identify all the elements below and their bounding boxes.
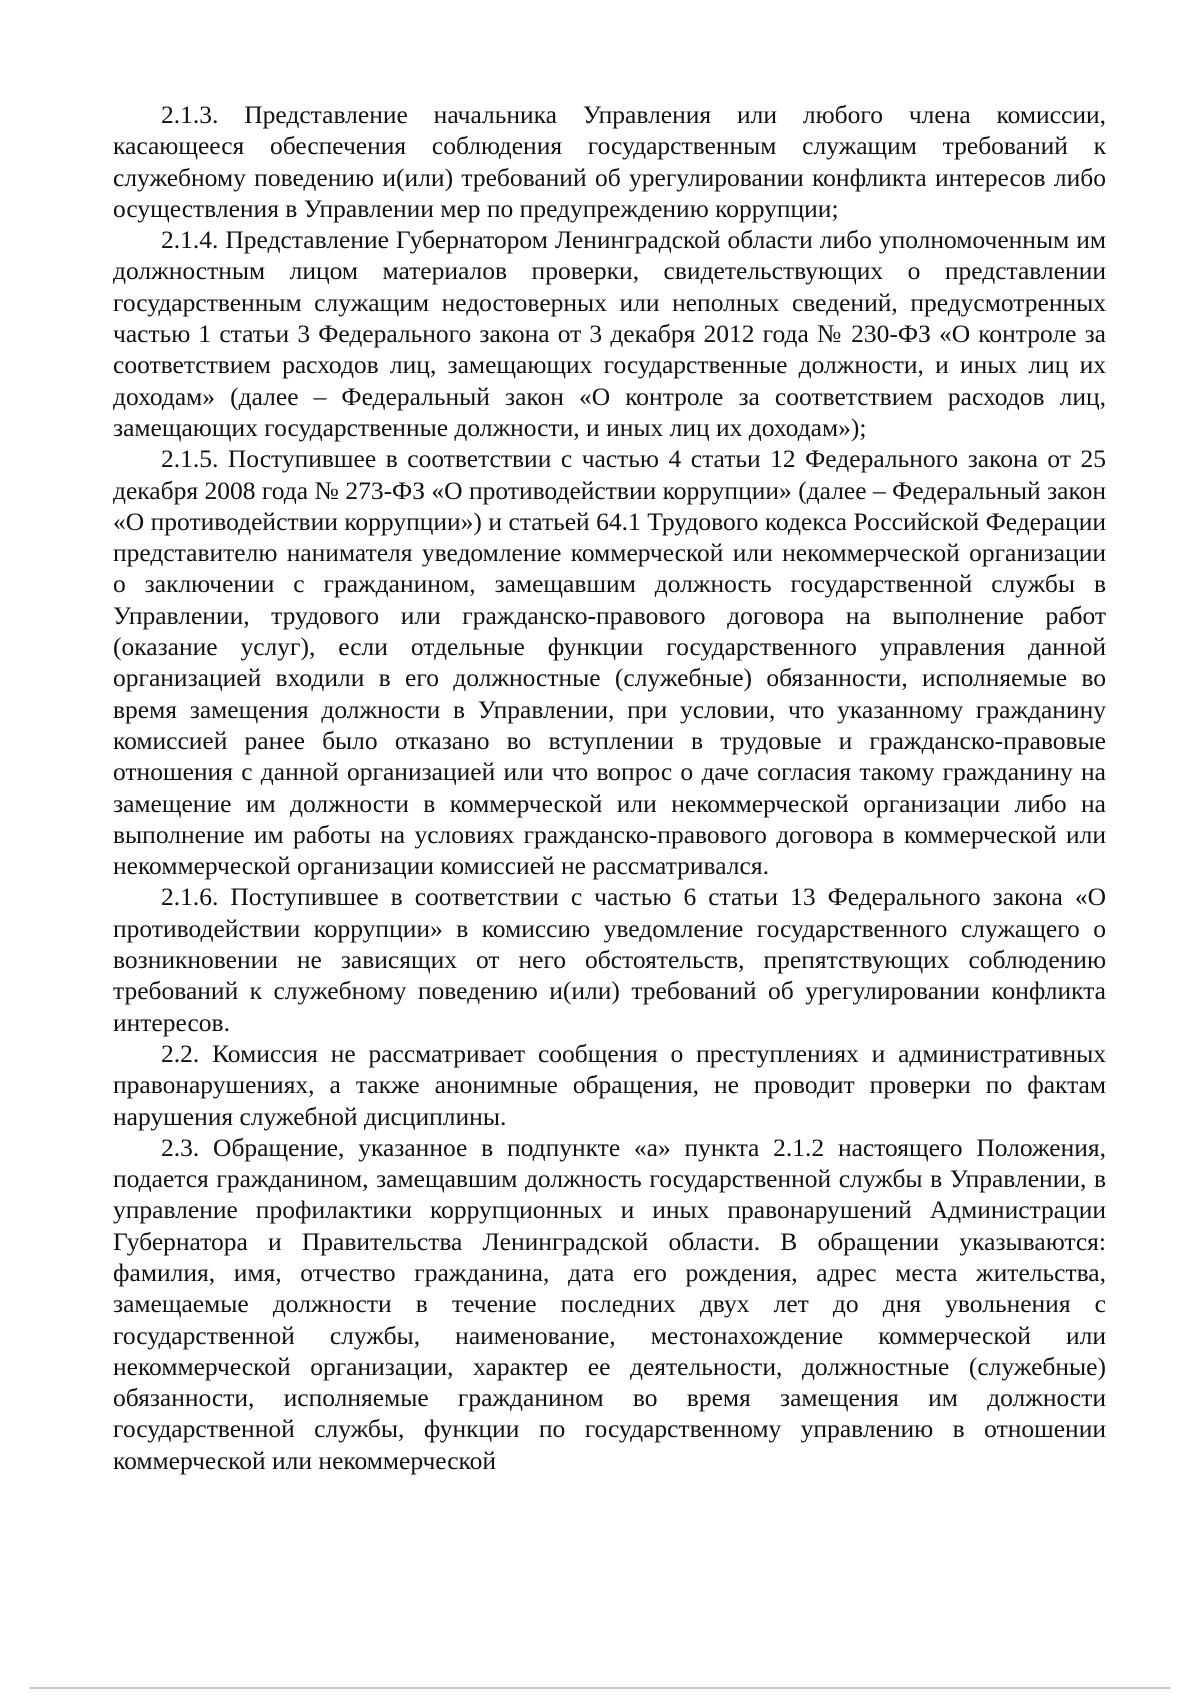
- document-body: [113, 99, 1106, 1476]
- paragraph-2-1-3: 2.1.3. Представление начальника Управления или любого члена комиссии, касающееся обеспечения соблюдения государственным служащим требований к служебному поведению и(или) требований об урегулировании конфликта интересов либо осуществления в Управлении мер по предупреждению коррупции;: [113, 100, 1106, 223]
- paragraph-2-3: 2.3. Обращение, указанное в подпункте «а» пункта 2.1.2 настоящего Положения, подается гражданином, замещавшим должность государственной службы в Управлении, в управление профилактики коррупционных и иных правонарушений Администрации Губернатора и Правительства Ленинградской области. В обращении указываются: фамилия, имя, отчество гражданина, дата его рождения, адрес места жительства, замещаемые должности в течение последних двух лет до дня увольнения с государственной службы, наименование, местонахождение коммерческой или некоммерческой организации, характер ее деятельности, должностные (служебные) обязанности, исполняемые гражданином во время замещения им должности государственной службы, функции по государственному управлению в отношении коммерческой или некоммерческой: [113, 1132, 1106, 1475]
- paragraph-2-2: 2.2. Комиссия не рассматривает сообщения о преступлениях и административных правонарушениях, а также анонимные обращения, не проводит проверки по фактам нарушения служебной дисциплины.: [113, 1038, 1106, 1131]
- paragraph-2-1-4: 2.1.4. Представление Губернатором Ленинградской области либо уполномоченным им должностным лицом материалов проверки, свидетельствующих о представлении государственным служащим недостоверных или неполных сведений, предусмотренных частью 1 статьи 3 Федерального закона от 3 декабря 2012 года № 230-ФЗ «О контроле за соответствием расходов лиц, замещающих государственные должности, и иных лиц их доходам» (далее – Федеральный закон «О контроле за соответствием расходов лиц, замещающих государственные должности, и иных лиц их доходам»);: [113, 225, 1106, 442]
- scan-bottom-edge-divider: [30, 1687, 1170, 1689]
- paragraph-2-1-6: 2.1.6. Поступившее в соответствии с частью 6 статьи 13 Федерального закона «О противодействии коррупции» в комиссию уведомление государственного служащего о возникновении не зависящих от него обстоятельств, препятствующих соблюдению требований к служебному поведению и(или) требований об урегулировании конфликта интересов.: [113, 882, 1106, 1037]
- paragraph-2-1-5: 2.1.5. Поступившее в соответствии с частью 4 статьи 12 Федерального закона от 25 декабря 2008 года № 273-ФЗ «О противодействии коррупции» (далее – Федеральный закон «О противодействии коррупции») и статьей 64.1 Трудового кодекса Российской Федерации представителю нанимателя уведомление коммерческой или некоммерческой организации о заключении с гражданином, замещавшим должность государственной службы в Управлении, трудового или гражданско-правового договора на выполнение работ (оказание услуг), если отдельные функции государственного управления данной организацией входили в его должностные (служебные) обязанности, исполняемые во время замещения должности в Управлении, при условии, что указанному гражданину комиссией ранее было отказано во вступлении в трудовые и гражданско-правовые отношения с данной организацией или что вопрос о даче согласия такому гражданину на замещение им должности в коммерческой или некоммерческой организации либо на выполнение им работы на условиях гражданско-правового договора в коммерческой или некоммерческой организации комиссией не рассматривался.: [113, 444, 1106, 881]
